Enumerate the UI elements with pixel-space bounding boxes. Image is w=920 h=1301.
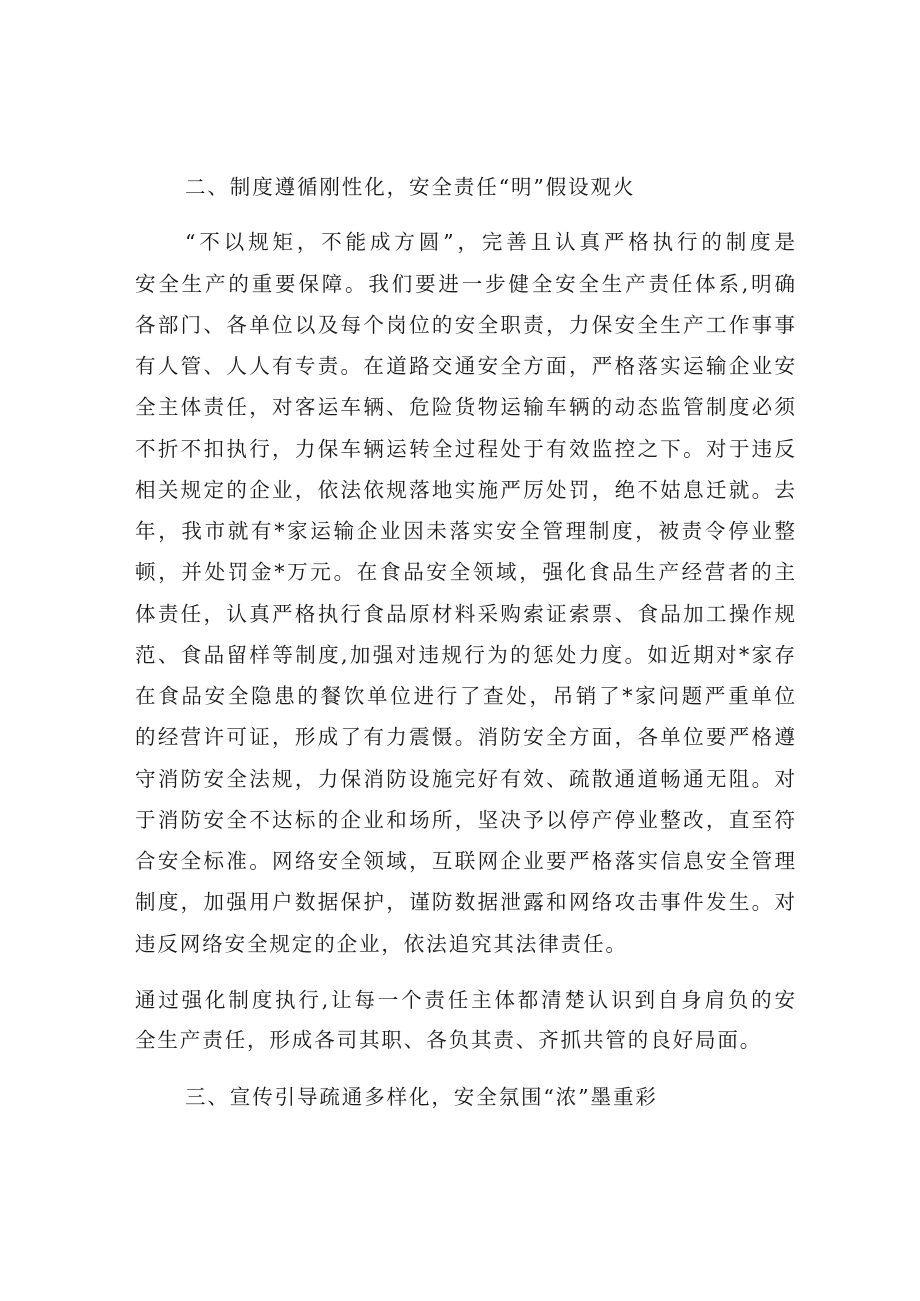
- section-heading-2: 二、制度遵循刚性化，安全责任“明”假设观火: [185, 175, 636, 199]
- paragraph-line: 的经营许可证，形成了有力震慑。消防安全方面，各单位要严格遵: [135, 725, 795, 749]
- paragraph-line: 违反网络安全规定的企业，依法追究其法律责任。: [135, 932, 628, 956]
- paragraph-line: 在食品安全隐患的餐饮单位进行了查处，吊销了*家问题严重单位: [135, 684, 795, 708]
- paragraph-line: 体责任，认真严格执行食品原材料采购索证索票、食品加工操作规: [135, 602, 795, 626]
- paragraph-line: 全生产责任，形成各司其职、各负其责、齐抓共管的良好局面。: [135, 1028, 763, 1052]
- paragraph-line: 各部门、各单位以及每个岗位的安全职责，力保安全生产工作事事: [135, 313, 795, 337]
- section-heading-3: 三、宣传引导疏通多样化，安全氛围“浓”墨重彩: [185, 1085, 658, 1109]
- paragraph-line: 年，我市就有*家运输企业因未落实安全管理制度，被责令停业整: [135, 519, 795, 543]
- paragraph-line: 安全生产的重要保障。我们要进一步健全安全生产责任体系,明确: [135, 272, 795, 296]
- paragraph-line: 制度，加强用户数据保护，谨防数据泄露和网络攻击事件发生。对: [135, 890, 795, 914]
- paragraph-line: 合安全标准。网络安全领域，互联网企业要严格落实信息安全管理: [135, 849, 795, 873]
- paragraph-line: 不折不扣执行，力保车辆运转全过程处于有效监控之下。对于违反: [135, 437, 795, 461]
- paragraph-line: 范、食品留样等制度,加强对违规行为的惩处力度。如近期对*家存: [135, 643, 795, 667]
- paragraph-line: 相关规定的企业，依法依规落地实施严厉处罚，绝不姑息迁就。去: [135, 478, 795, 502]
- paragraph-line: 守消防安全法规，力保消防设施完好有效、疏散通道畅通无阻。对: [135, 767, 795, 791]
- paragraph-line: 有人管、人人有专责。在道路交通安全方面，严格落实运输企业安: [135, 354, 795, 378]
- paragraph-line: 通过强化制度执行,让每一个责任主体都清楚认识到自身肩负的安: [135, 988, 795, 1012]
- paragraph-line: 全主体责任，对客运车辆、危险货物运输车辆的动态监管制度必须: [135, 395, 795, 419]
- paragraph-line: 于消防安全不达标的企业和场所，坚决予以停产停业整改，直至符: [135, 808, 795, 832]
- paragraph-line: “不以规矩，不能成方圆”，完善且认真严格执行的制度是: [185, 230, 795, 254]
- paragraph-line: 顿，并处罚金*万元。在食品安全领域，强化食品生产经营者的主: [135, 560, 795, 584]
